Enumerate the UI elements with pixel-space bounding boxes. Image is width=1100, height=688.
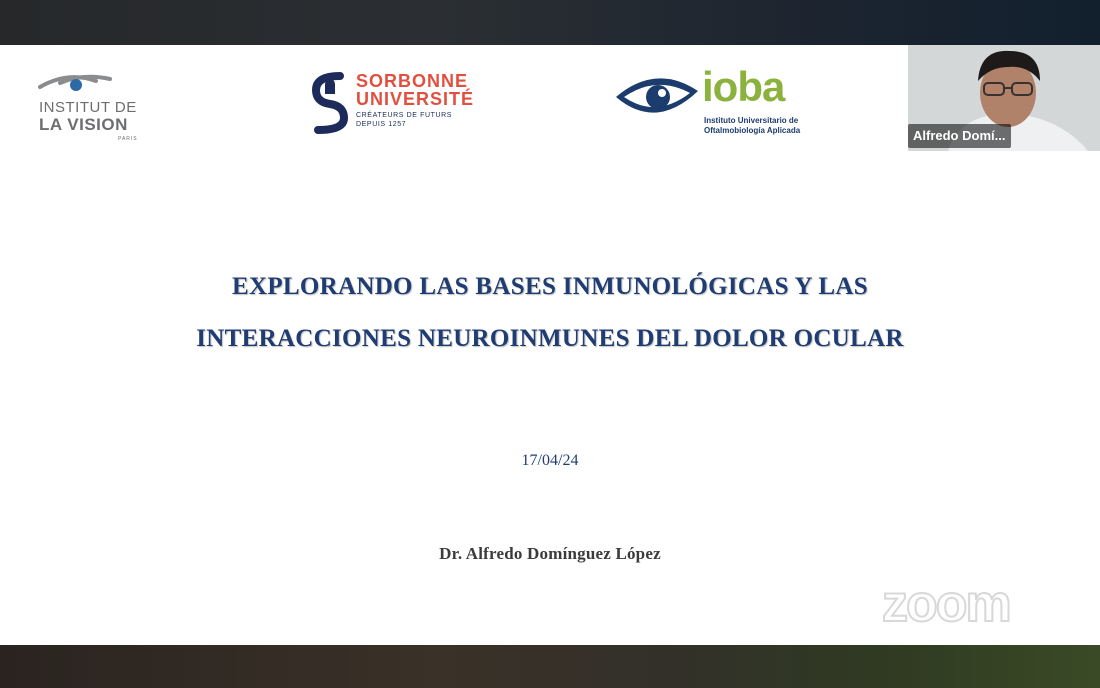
institut-vision-paris: PARIS: [118, 136, 138, 142]
institut-vision-line2: LA VISION: [39, 115, 128, 134]
sorbonne-tagline2: DEPUIS 1257: [356, 121, 407, 128]
zoom-watermark: zoom: [882, 575, 1010, 633]
eye-logo-icon: [38, 71, 118, 97]
participant-name-label: Alfredo Domí...: [908, 124, 1011, 148]
window-bottom-band: [0, 645, 1100, 688]
sorbonne-logo: [310, 70, 475, 140]
ioba-subtitle1: Instituto Universitario de: [704, 116, 799, 125]
sorbonne-s-icon: [310, 70, 350, 134]
institut-vision-line1: INSTITUT DE: [39, 99, 137, 116]
participant-video-tile[interactable]: [908, 45, 1100, 151]
ioba-logo: [612, 63, 812, 142]
window-top-band: [0, 0, 1100, 45]
sorbonne-name-line1: SORBONNE: [356, 71, 469, 91]
sorbonne-tagline1: CRÉATEURS DE FUTURS: [356, 112, 453, 119]
ioba-subtitle2: Oftalmobiología Aplicada: [704, 126, 801, 135]
ioba-eye-icon: [614, 69, 704, 125]
slide-author: Dr. Alfredo Domínguez López: [439, 544, 661, 563]
ioba-wordmark: ioba: [702, 63, 785, 110]
institut-vision-logo: [36, 70, 166, 140]
slide-title-line2: INTERACCIONES NEUROINMUNES DEL DOLOR OCULAR: [196, 325, 904, 352]
slide-title-line1: EXPLORANDO LAS BASES INMUNOLÓGICAS Y LAS: [232, 273, 868, 300]
sorbonne-name-line2: UNIVERSITÉ: [356, 89, 475, 109]
slide-date: 17/04/24: [521, 452, 579, 469]
